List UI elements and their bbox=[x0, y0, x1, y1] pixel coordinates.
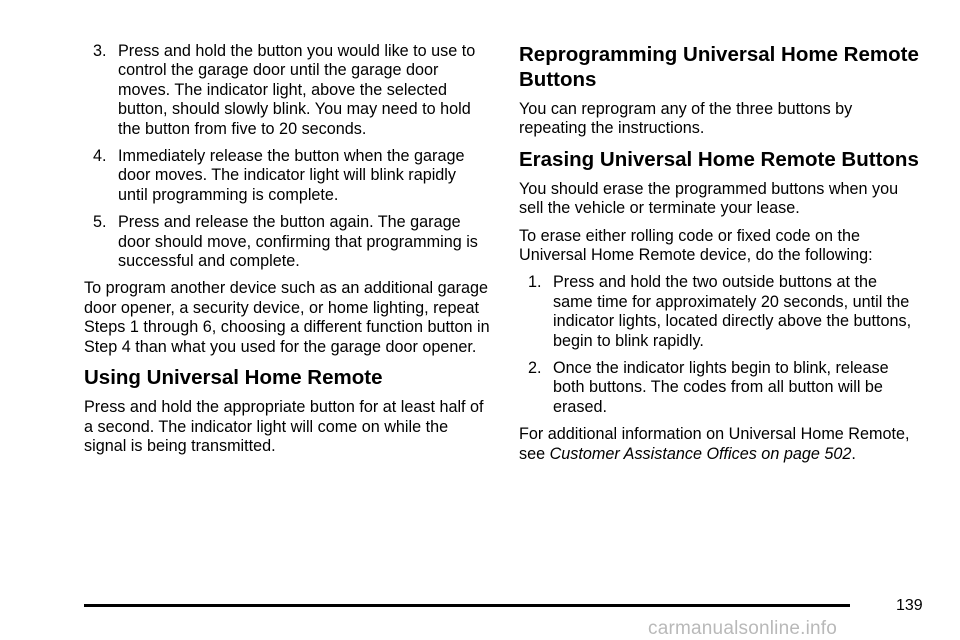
step-text: Press and release the button again. The garage door should move, confirming that programming is successful and complete. bbox=[118, 213, 478, 271]
step-text: Once the indicator lights begin to blink, release both buttons. The codes from all button will be erased. bbox=[553, 359, 889, 416]
paragraph-using: Press and hold the appropriate button for at least half of a second. The indicator light will come on while the signal is being transmitted. bbox=[84, 398, 484, 455]
paragraph-erase-intro: You should erase the programmed buttons when you sell the vehicle or terminate your lease. bbox=[519, 179, 899, 218]
step-text: Immediately release the button when the garage door moves. The indicator light will blink rapidly until programming is complete. bbox=[118, 147, 465, 204]
cross-reference-link[interactable]: Customer Assistance Offices on page 502 bbox=[549, 444, 852, 463]
step-4 bbox=[84, 147, 490, 205]
paragraph-another-device: To program another device such as an additional garage door opener, a security device, or home lighting, repeat Steps 1 through 6, choosing a different function button in Step 4 than what you used for the garage door opener. bbox=[84, 279, 490, 356]
step-number: 4. bbox=[93, 147, 107, 166]
paragraph-additional-info bbox=[519, 425, 919, 464]
info-prefix: For additional information on Universal Home Remote, see bbox=[519, 425, 910, 463]
step-number: 3. bbox=[93, 42, 107, 60]
footer-rule bbox=[84, 604, 850, 607]
heading-using-universal-home-remote: Using Universal Home Remote bbox=[84, 366, 383, 390]
erase-step-1 bbox=[519, 273, 919, 351]
info-suffix: . bbox=[851, 444, 856, 463]
heading-reprogramming: Reprogramming Universal Home Remote Buttons bbox=[519, 43, 919, 91]
paragraph-erase-how: To erase either rolling code or fixed code on the Universal Home Remote device, do the following: bbox=[519, 226, 873, 265]
step-number: 2. bbox=[528, 359, 542, 378]
step-text: Press and hold the button you would like to use to control the garage door until the garage door moves. The indicator light, above the selected button, should slowly blink. You may need to hold the button from five to 20 seconds. bbox=[118, 42, 476, 138]
watermark: carmanualsonline.info bbox=[648, 618, 838, 639]
heading-erasing: Erasing Universal Home Remote Buttons bbox=[519, 147, 919, 171]
erase-step-2 bbox=[519, 359, 919, 417]
left-column bbox=[84, 42, 490, 464]
right-column bbox=[519, 42, 919, 472]
step-3 bbox=[84, 42, 490, 139]
step-number: 1. bbox=[528, 273, 542, 292]
paragraph-reprogramming: You can reprogram any of the three buttons by repeating the instructions. bbox=[519, 100, 853, 138]
step-text: Press and hold the two outside buttons at the same time for approximately 20 seconds, until the indicator lights, located directly above the buttons, begin to blink rapidly. bbox=[553, 273, 912, 350]
step-number: 5. bbox=[93, 213, 107, 232]
page-number: 139 bbox=[896, 597, 923, 614]
step-5 bbox=[84, 213, 490, 271]
